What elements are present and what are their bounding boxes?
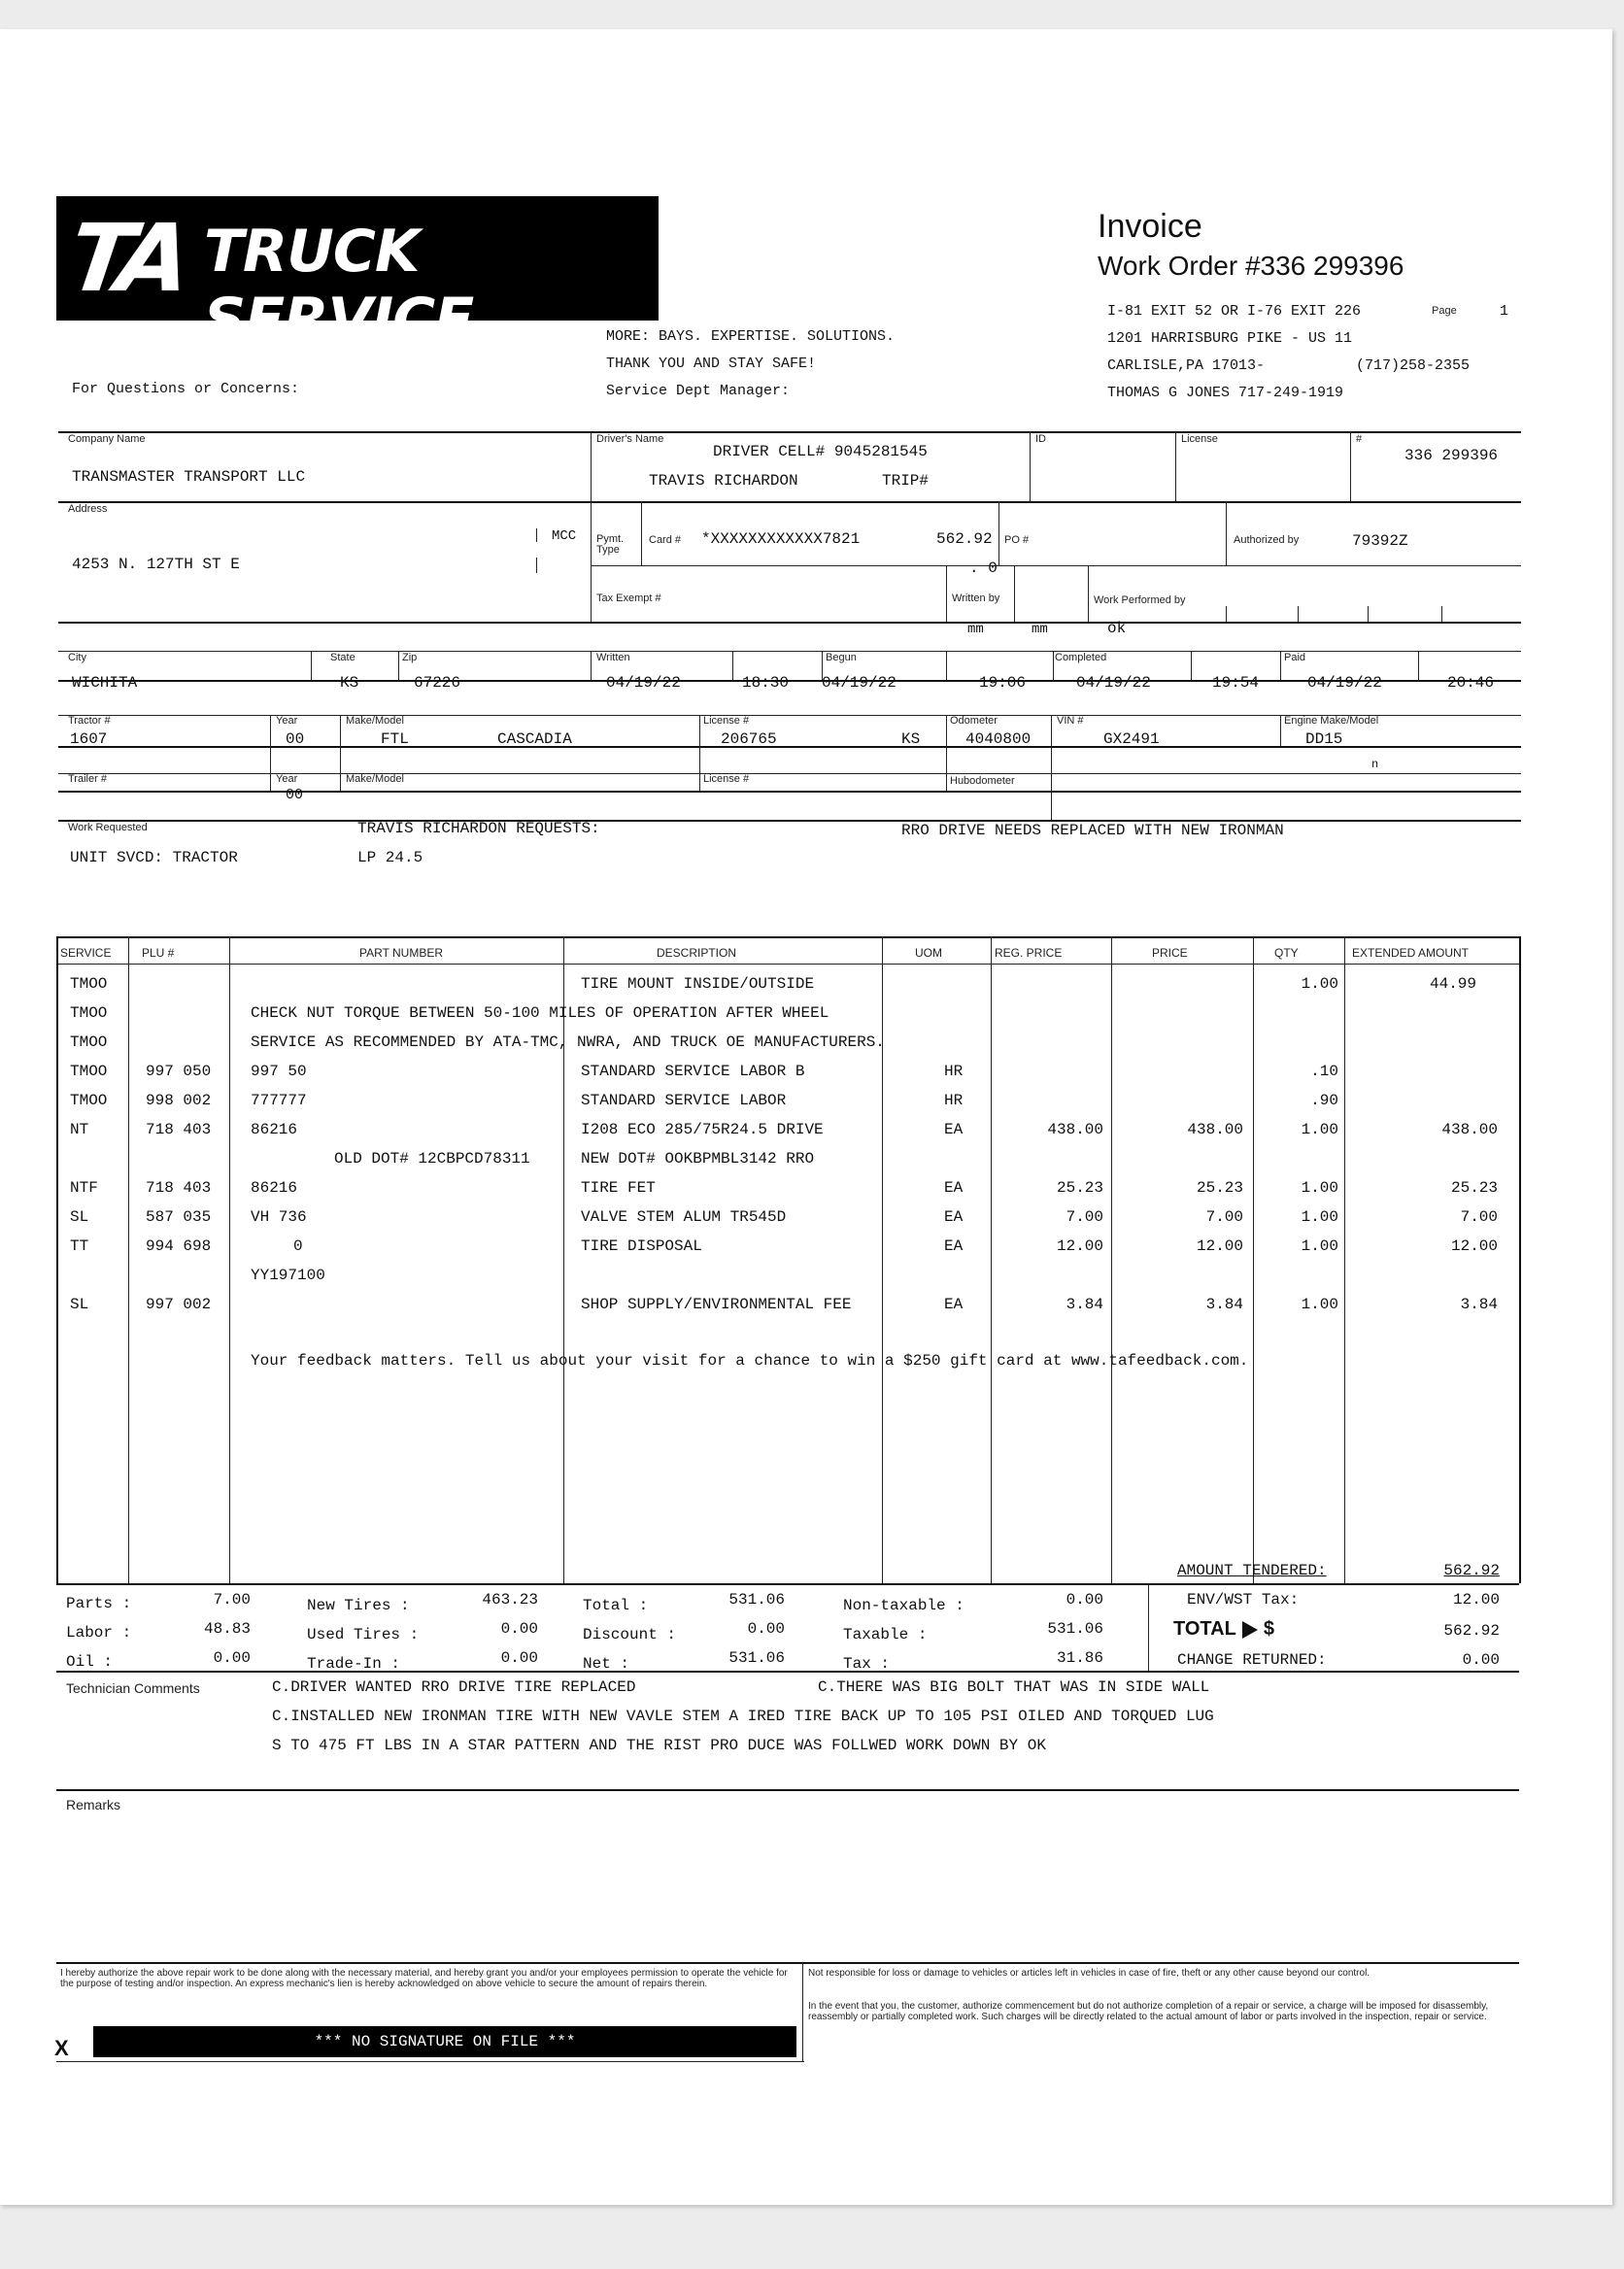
grid-vline <box>1280 651 1281 680</box>
item-description: STANDARD SERVICE LABOR B <box>581 1063 805 1080</box>
grid-vline <box>1053 651 1054 680</box>
total-amount: 531.06 <box>728 1591 785 1609</box>
grid-vline <box>946 651 947 680</box>
item-plu: 997 050 <box>146 1063 212 1080</box>
new-tires-label: New Tires : <box>307 1597 410 1614</box>
env-wst-tax-label: ENV/WST Tax: <box>1187 1591 1300 1609</box>
trailer-label: Trailer # <box>68 773 107 785</box>
item-service: SL <box>70 1208 89 1226</box>
work-requested-label: Work Requested <box>68 822 148 833</box>
ta-truck-service-logo: TA TRUCK SERVICE <box>56 196 659 321</box>
grid-vline <box>1226 606 1227 622</box>
page-number: 1 <box>1500 303 1509 320</box>
make: FTL <box>381 730 409 748</box>
item-part: 997 50 <box>251 1063 307 1080</box>
amount-tendered: 562.92 <box>1443 1562 1500 1579</box>
non-taxable-label: Non-taxable : <box>843 1597 964 1614</box>
item-extended: 438.00 <box>1441 1121 1498 1138</box>
item-extended: 12.00 <box>1450 1237 1498 1255</box>
address-line-3: CARLISLE,PA 17013- <box>1107 357 1266 374</box>
items-left-border <box>56 936 58 1583</box>
item-price: 12.00 <box>1196 1237 1243 1255</box>
item-service: TMOO <box>70 1063 108 1080</box>
odometer-label: Odometer <box>950 715 998 727</box>
card-label: Card # <box>649 534 682 546</box>
questions-label: For Questions or Concerns: <box>72 381 300 397</box>
item-description: NEW DOT# OOKBPMBL3142 RRO <box>581 1150 815 1168</box>
grid-vline <box>311 651 312 680</box>
col-extended-amount: EXTENDED AMOUNT <box>1352 946 1470 960</box>
item-plu: 997 002 <box>146 1296 212 1313</box>
totals-bottom-line <box>56 1671 1519 1673</box>
liability-text-2: In the event that you, the customer, authorize commencement but do not authorize completion of a repair or service, a charge will be imposed for disassembly, reassembly or partially completed work. Such charges will be directly related to the actual amount of labor or parts involved in the inspection, repair or service. <box>808 2001 1489 2022</box>
item-extended: 25.23 <box>1450 1179 1498 1197</box>
totals-vline <box>1148 1583 1149 1671</box>
items-top-line <box>56 936 1519 938</box>
engine: DD15 <box>1305 730 1343 748</box>
written-label: Written <box>596 652 630 663</box>
grid-line <box>58 622 1521 624</box>
item-service: TMOO <box>70 1004 108 1022</box>
mcc-tick <box>536 528 537 542</box>
grid-vline <box>340 715 341 791</box>
items-vline <box>1253 936 1254 1583</box>
item-reg-price: 3.84 <box>1066 1296 1103 1313</box>
item-qty: 1.00 <box>1301 1237 1338 1255</box>
item-uom: EA <box>944 1179 964 1197</box>
item-plu: 994 698 <box>146 1237 212 1255</box>
year-label: Year <box>276 715 298 727</box>
items-vline <box>128 936 129 1583</box>
zip-label: Zip <box>402 652 418 663</box>
remarks-top-line <box>56 1789 1519 1791</box>
item-note: CHECK NUT TORQUE BETWEEN 50-100 MILES OF OPERATION AFTER WHEEL <box>251 1004 829 1022</box>
grid-line <box>58 791 1521 793</box>
completed-time: 19:54 <box>1212 674 1260 692</box>
grid-vline <box>591 431 592 622</box>
item-plu: 998 002 <box>146 1092 212 1109</box>
grid-vline <box>1014 565 1015 622</box>
trade-in-amount: 0.00 <box>500 1649 538 1667</box>
tractor-label: Tractor # <box>68 715 111 727</box>
grid-vline <box>1350 431 1351 501</box>
completed-date: 04/19/22 <box>1076 674 1151 692</box>
invoice-title: Invoice <box>1098 208 1202 245</box>
item-description: VALVE STEM ALUM TR545D <box>581 1208 787 1226</box>
total-label: Total : <box>583 1597 649 1614</box>
trailer-make-model-label: Make/Model <box>346 773 404 785</box>
net-label: Net : <box>583 1655 630 1673</box>
items-header-line <box>56 964 1519 965</box>
item-extended: 7.00 <box>1460 1208 1498 1226</box>
feedback-message: Your feedback matters. Tell us about your visit for a chance to win a $250 gift card at www.tafeedback.com. <box>251 1352 1249 1370</box>
engine-mark: n <box>1371 758 1379 771</box>
service-manager-line: Service Dept Manager: <box>606 383 791 399</box>
performed-by: ok <box>1107 620 1127 637</box>
taxable-label: Taxable : <box>843 1626 928 1643</box>
grid-vline <box>1088 565 1089 622</box>
paid-time: 20:46 <box>1447 674 1495 692</box>
phone-number: (717)258-2355 <box>1356 357 1471 374</box>
item-part: 86216 <box>251 1179 298 1197</box>
col-service: SERVICE <box>60 946 112 960</box>
work-request-detail: RRO DRIVE NEEDS REPLACED WITH NEW IRONMAN <box>901 822 1284 839</box>
labor-label: Labor : <box>66 1624 132 1642</box>
item-note: SERVICE AS RECOMMENDED BY ATA-TMC, NWRA, AND TRUCK OE MANUFACTURERS. <box>251 1033 885 1051</box>
item-qty: 1.00 <box>1301 1121 1338 1138</box>
grid-line <box>58 680 1521 682</box>
engine-label: Engine Make/Model <box>1284 715 1379 727</box>
grid-line <box>58 501 1521 503</box>
written-by-1: mm <box>967 622 984 637</box>
item-plu: 718 403 <box>146 1121 212 1138</box>
grid-vline <box>732 651 733 680</box>
grid-vline <box>1030 431 1031 501</box>
grid-vline <box>1191 651 1192 680</box>
tractor-year: 00 <box>286 730 305 748</box>
col-price: PRICE <box>1152 946 1188 960</box>
items-vline <box>1344 936 1345 1583</box>
item-part: 777777 <box>251 1092 307 1109</box>
item-reg-price: 12.00 <box>1056 1237 1103 1255</box>
zip: 67226 <box>414 674 461 692</box>
signature-x: X <box>54 2036 69 2060</box>
work-request-line: TRAVIS RICHARDON REQUESTS: <box>357 820 600 837</box>
item-part: 86216 <box>251 1121 298 1138</box>
license-state: KS <box>901 730 921 748</box>
item-uom: EA <box>944 1208 964 1226</box>
grid-vline <box>1298 606 1299 622</box>
item-reg-price: 25.23 <box>1056 1179 1103 1197</box>
invoice-sheet <box>0 29 1612 2205</box>
signature-field: *** NO SIGNATURE ON FILE *** <box>93 2026 796 2057</box>
item-extended: 44.99 <box>1429 975 1476 993</box>
auth-top-line <box>56 1962 1519 1964</box>
change-returned-label: CHANGE RETURNED: <box>1177 1651 1327 1669</box>
grid-vline <box>591 651 592 680</box>
item-extended: 3.84 <box>1460 1296 1498 1313</box>
order-number: 336 299396 <box>1404 447 1499 464</box>
item-part: YY197100 <box>251 1267 325 1284</box>
item-service: TT <box>70 1237 89 1255</box>
trade-in-label: Trade-In : <box>307 1655 401 1673</box>
parts-amount: 7.00 <box>213 1591 251 1609</box>
item-description: STANDARD SERVICE LABOR <box>581 1092 787 1109</box>
state: KS <box>340 674 359 692</box>
paid-label: Paid <box>1284 652 1306 663</box>
totals-top-line <box>56 1583 1519 1585</box>
labor-amount: 48.83 <box>203 1620 251 1638</box>
grid-top-line <box>58 431 1521 433</box>
company-name: TRANSMASTER TRANSPORT LLC <box>72 468 306 486</box>
mcc-tick <box>536 558 537 573</box>
item-uom: HR <box>944 1092 964 1109</box>
item-part: VH 736 <box>251 1208 307 1226</box>
grand-total-amount: 562.92 <box>1443 1622 1500 1640</box>
item-uom: EA <box>944 1121 964 1138</box>
discount-label: Discount : <box>583 1626 677 1643</box>
tech-comment: C.INSTALLED NEW IRONMAN TIRE WITH NEW VAVLE STEM A IRED TIRE BACK UP TO 105 PSI OILED AND TORQUED LUG <box>272 1708 1214 1725</box>
page-label: Page <box>1432 305 1457 317</box>
col-uom: UOM <box>915 946 942 960</box>
item-description: TIRE DISPOSAL <box>581 1237 702 1255</box>
company-name-label: Company Name <box>68 433 146 445</box>
city-label: City <box>68 652 86 663</box>
authorization-text: I hereby authorize the above repair work to be done along with the necessary material, and hereby grant you and/or your employees permission to operate the vehicle for the purpose of testing and/or inspection. An express mechanic's lien is hereby acknowledged on above vehicle to secure the amount of repairs therein. <box>60 1968 788 1989</box>
item-uom: EA <box>944 1237 964 1255</box>
col-part-number: PART NUMBER <box>359 946 444 960</box>
item-price: 3.84 <box>1205 1296 1243 1313</box>
item-description: TIRE MOUNT INSIDE/OUTSIDE <box>581 975 815 993</box>
item-service: NTF <box>70 1179 98 1197</box>
grid-line <box>591 565 1521 566</box>
hash-label: # <box>1356 433 1363 445</box>
drivers-name-label: Driver's Name <box>596 433 664 445</box>
change-returned-amount: 0.00 <box>1462 1651 1500 1669</box>
unit-serviced: UNIT SVCD: TRACTOR <box>70 849 238 866</box>
trailer-license-label: License # <box>703 773 750 785</box>
item-price: 438.00 <box>1187 1121 1243 1138</box>
driver-cell: DRIVER CELL# 9045281545 <box>713 443 928 460</box>
arrow-right-icon <box>1242 1621 1258 1639</box>
tax-exempt-label: Tax Exempt # <box>596 593 661 604</box>
non-taxable-amount: 0.00 <box>1066 1591 1103 1609</box>
oil-amount: 0.00 <box>213 1649 251 1667</box>
item-uom: HR <box>944 1063 964 1080</box>
work-performed-by-label: Work Performed by <box>1094 594 1186 606</box>
item-qty: 1.00 <box>1301 1296 1338 1313</box>
po-label: PO # <box>1004 534 1030 546</box>
item-service: SL <box>70 1296 89 1313</box>
mcc-label: MCC <box>552 528 577 544</box>
item-qty: 1.00 <box>1301 1208 1338 1226</box>
address-line-1: I-81 EXIT 52 OR I-76 EXIT 226 <box>1107 303 1362 320</box>
grand-total-text: TOTAL <box>1173 1618 1236 1640</box>
item-price: 7.00 <box>1205 1208 1243 1226</box>
item-qty: 1.00 <box>1301 975 1338 993</box>
completed-label: Completed <box>1055 652 1107 663</box>
pymt-type-label: Pymt. Type <box>596 533 625 556</box>
item-plu: 718 403 <box>146 1179 212 1197</box>
grid-vline <box>270 715 271 791</box>
grid-vline <box>398 651 399 680</box>
paid-date: 04/19/22 <box>1307 674 1382 692</box>
driver-name: TRAVIS RICHARDON <box>649 472 798 490</box>
tech-comment: C.DRIVER WANTED RRO DRIVE TIRE REPLACED <box>272 1678 636 1696</box>
trailer-year-label: Year <box>276 773 298 785</box>
hubodometer-label: Hubodometer <box>950 775 1015 787</box>
license-number: 206765 <box>721 730 777 748</box>
grid-vline <box>1051 773 1052 820</box>
items-vline <box>1111 936 1112 1583</box>
item-service: TMOO <box>70 1033 108 1051</box>
item-description: SHOP SUPPLY/ENVIRONMENTAL FEE <box>581 1296 852 1313</box>
model: CASCADIA <box>497 730 572 748</box>
trailer-year: 00 <box>286 787 304 803</box>
used-tires-amount: 0.00 <box>500 1620 538 1638</box>
signature-line <box>56 2061 804 2062</box>
item-uom: EA <box>944 1296 964 1313</box>
written-by-2: mm <box>1032 622 1048 637</box>
trip-label: TRIP# <box>882 472 930 490</box>
work-order-number: Work Order #336 299396 <box>1098 251 1404 281</box>
tech-comment: S TO 475 FT LBS IN A STAR PATTERN AND THE RIST PRO DUCE WAS FOLLWED WORK DOWN BY OK <box>272 1737 1046 1754</box>
grid-vline <box>946 715 947 791</box>
grid-vline <box>1368 606 1369 622</box>
items-vline <box>229 936 230 1583</box>
item-description: I208 ECO 285/75R24.5 DRIVE <box>581 1121 824 1138</box>
item-qty: .10 <box>1310 1063 1338 1080</box>
item-reg-price: 7.00 <box>1066 1208 1103 1226</box>
env-wst-tax-amount: 12.00 <box>1452 1591 1500 1609</box>
begun-label: Begun <box>826 652 857 663</box>
tire-size: LP 24.5 <box>357 849 423 866</box>
grid-line <box>58 746 1521 748</box>
address-label: Address <box>68 503 108 515</box>
col-plu: PLU # <box>142 946 175 960</box>
written-date: 04/19/22 <box>606 674 681 692</box>
col-qty: QTY <box>1274 946 1299 960</box>
item-note: OLD DOT# 12CBPCD78311 <box>334 1150 530 1168</box>
make-model-label: Make/Model <box>346 715 404 727</box>
col-reg-price: REG. PRICE <box>995 946 1063 960</box>
grid-vline <box>1175 431 1176 501</box>
grid-vline <box>946 565 947 622</box>
item-qty: .90 <box>1310 1092 1338 1109</box>
item-description: TIRE FET <box>581 1179 656 1197</box>
item-price: 25.23 <box>1196 1179 1243 1197</box>
grid-vline <box>1441 606 1442 622</box>
begun-time: 19:06 <box>979 674 1027 692</box>
net-amount: 531.06 <box>728 1649 785 1667</box>
item-reg-price: 438.00 <box>1047 1121 1103 1138</box>
item-part: 0 <box>293 1237 303 1255</box>
tech-comment: C.THERE WAS BIG BOLT THAT WAS IN SIDE WALL <box>818 1678 1210 1696</box>
grid-vline <box>1226 501 1227 565</box>
customer-address: 4253 N. 127TH ST E <box>72 556 240 573</box>
written-by-label: Written by <box>952 593 1000 604</box>
item-service: NT <box>70 1121 89 1138</box>
taxable-amount: 531.06 <box>1047 1620 1103 1638</box>
tax-amount: 31.86 <box>1056 1649 1103 1667</box>
thank-you-line: THANK YOU AND STAY SAFE! <box>606 356 817 372</box>
license-number-label: License # <box>703 715 750 727</box>
auth-divider <box>802 1962 803 2061</box>
grid-vline <box>998 501 999 565</box>
grid-vline <box>641 501 642 565</box>
grid-vline <box>699 715 700 791</box>
remarks-label: Remarks <box>66 1797 121 1812</box>
state-label: State <box>330 652 355 663</box>
card-amount: 562.92 <box>936 530 993 548</box>
col-description: DESCRIPTION <box>657 946 737 960</box>
item-qty: 1.00 <box>1301 1179 1338 1197</box>
authorized-by-label: Authorized by <box>1234 534 1300 546</box>
vin: GX2491 <box>1103 730 1160 748</box>
id-label: ID <box>1035 433 1046 445</box>
grand-total-label <box>1173 1618 1274 1641</box>
item-service: TMOO <box>70 1092 108 1109</box>
slogan-line: MORE: BAYS. EXPERTISE. SOLUTIONS. <box>606 328 896 345</box>
technician-comments-label: Technician Comments <box>66 1680 200 1696</box>
items-vline <box>991 936 992 1583</box>
new-tires-amount: 463.23 <box>482 1591 538 1609</box>
amount-tendered-label: AMOUNT TENDERED: <box>1177 1562 1327 1579</box>
used-tires-label: Used Tires : <box>307 1626 420 1643</box>
begun-date: 04/19/22 <box>822 674 897 692</box>
tax-label: Tax : <box>843 1655 891 1673</box>
address-line-4: THOMAS G JONES 717-249-1919 <box>1107 385 1344 401</box>
license-label: License <box>1181 433 1218 445</box>
item-plu: 587 035 <box>146 1208 212 1226</box>
written-time: 18:30 <box>742 674 790 692</box>
parts-label: Parts : <box>66 1595 132 1612</box>
grid-vline <box>1418 651 1419 680</box>
grid-vline <box>1280 715 1281 746</box>
grid-line <box>58 820 1521 822</box>
vin-label: VIN # <box>1057 715 1084 727</box>
grand-total-currency: $ <box>1263 1618 1274 1640</box>
tractor-number: 1607 <box>70 730 108 748</box>
city: WICHITA <box>72 674 138 692</box>
oil-label: Oil : <box>66 1653 114 1671</box>
address-line-2: 1201 HARRISBURG PIKE - US 11 <box>1107 330 1353 347</box>
items-right-border <box>1519 936 1521 1583</box>
item-service: TMOO <box>70 975 108 993</box>
authorized-code: 79392Z <box>1352 532 1408 550</box>
card-extra: . 0 <box>969 559 998 577</box>
odometer: 4040800 <box>965 730 1032 748</box>
discount-amount: 0.00 <box>747 1620 785 1638</box>
card-number: *XXXXXXXXXXXX7821 <box>701 530 861 548</box>
liability-text-1: Not responsible for loss or damage to vehicles or articles left in vehicles in case of fire, theft or any other cause beyond our control. <box>808 1968 1370 1979</box>
